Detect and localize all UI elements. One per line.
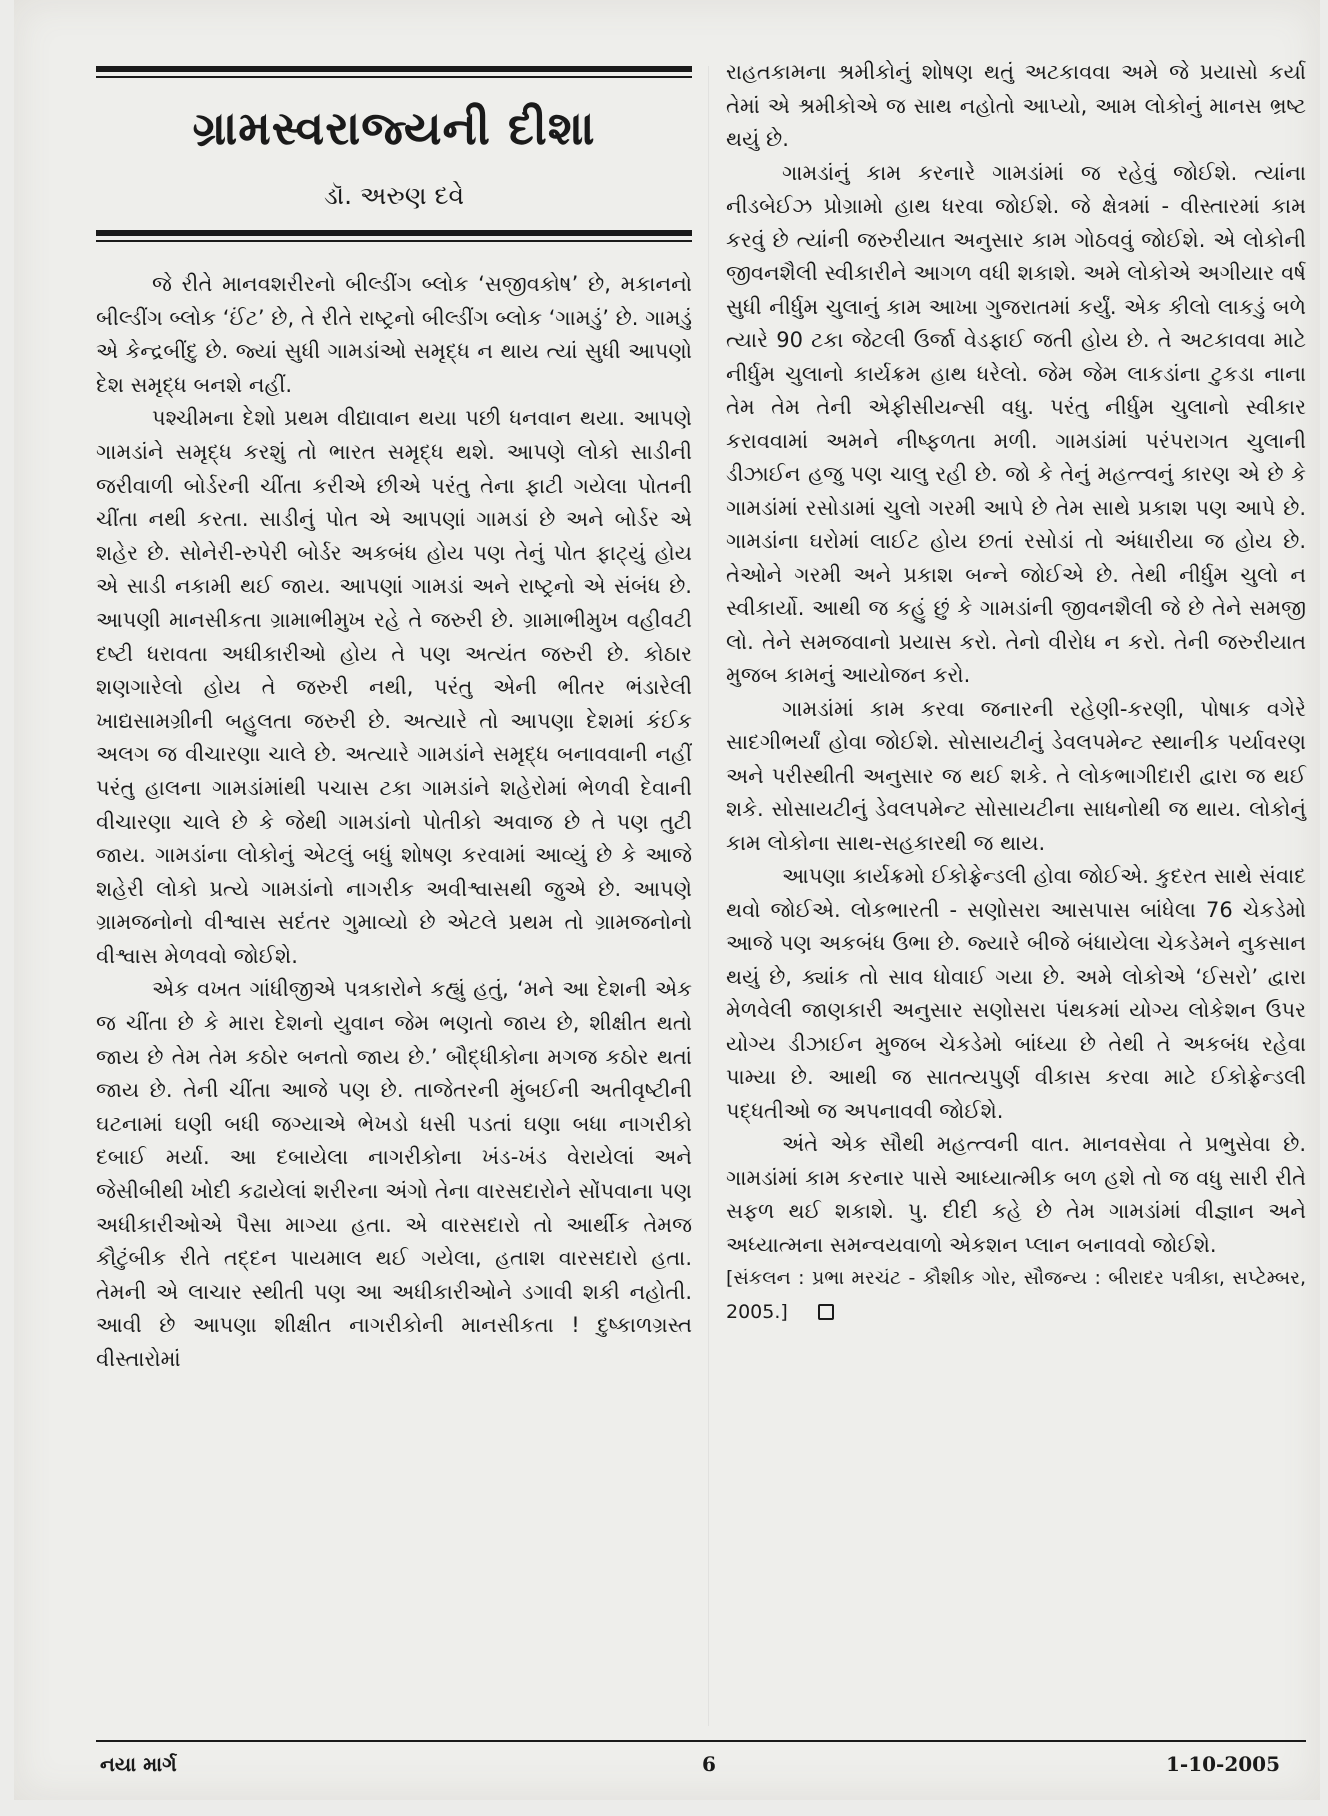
paragraph: એક વખત ગાંધીજીએ પત્રકારોને કહ્યું હતું, ‘મને આ દેશની એક જ ચીંતા છે કે મારા દેશનો યુવાન જેમ ભણતો જાય છે, શીક્ષીત થતો જાય છે તેમ તેમ કઠોર બનતો જાય છે.’ બૌદ્ધીકોના મગજ કઠોર થતાં જાય છે. તેની ચીંતા આજે પણ છે. તાજેતરની મુંબઈની અતીવૃષ્ટીની ઘટનામાં ઘણી બધી જગ્યાએ ભેખડો ધસી પડતાં ઘણા બધા નાગરીકો દબાઈ મર્યા. આ દબાયેલા નાગરીકોના ખંડ-ખંડ વેરાયેલાં અને જેસીબીથી ખોદી કઢાયેલાં શરીરના અંગો તેના વારસદારોને સોંપવાના પણ અધીકારીઓએ પૈસા માગ્યા હતા. એ વારસદારો તો આર્થીક તેમજ કૌટુંબીક રીતે તદ્દન પાયમાલ થઈ ગયેલા, હતાશ વારસદારો હતા. તેમની એ લાચાર સ્થીતી પણ આ અધીકારીઓને ડગાવી શકી નહોતી. આવી છે આપણા શીક્ષીત નાગરીકોની માનસીકતા ! દુષ્કાળગ્રસ્ત વીસ્તારોમાં (96, 977, 692, 1371)
paragraph: રાહતકામના શ્રમીકોનું શોષણ થતું અટકાવવા અમે જે પ્રયાસો કર્યા તેમાં એ શ્રમીકોએ જ સાથ નહોતો આપ્યો, આમ લોકોનું માનસ ભ્રષ્ટ થયું છે. (726, 60, 1306, 151)
article-author: ડૉ. અરુણ દવે (323, 181, 465, 210)
end-of-article-icon (818, 1304, 834, 1320)
header-bottom-thin-rule (96, 240, 692, 242)
footer-rule (96, 1740, 1306, 1742)
left-column (96, 66, 692, 1377)
paragraph: પશ્ચીમના દેશો પ્રથમ વીદ્યાવાન થયા પછી ધનવાન થયા. આપણે ગામડાંને સમૃદ્ધ કરશું તો ભારત સમૃદ્ધ થશે. આપણે લોકો સાડીની જરીવાળી બોર્ડરની ચીંતા કરીએ છીએ પરંતુ તેના ફાટી ગયેલા પોતની ચીંતા નથી કરતા. સાડીનું પોત એ આપણાં ગામડાં છે અને બોર્ડર એ શહેર છે. સોનેરી-રુપેરી બોર્ડર અકબંધ હોય પણ તેનું પોત ફાટ્યું હોય એ સાડી નકામી થઈ જાય. આપણાં ગામડાં અને રાષ્ટ્રનો એ સંબંધ છે. આપણી માનસીકતા ગ્રામાભીમુખ રહે તે જરુરી છે. ગ્રામાભીમુખ વહીવટી દષ્ટી ધરાવતા અધીકારીઓ હોય તે પણ અત્યંત જરુરી છે. કોઠાર શણગારેલો હોય તે જરુરી નથી, પરંતુ એની ભીતર ભંડારેલી ખાદ્યસામગ્રીની બહુલતા જરુરી છે. અત્યારે તો આપણા દેશમાં કંઈક અલગ જ વીચારણા ચાલે છે. અત્યારે ગામડાંને સમૃદ્ધ બનાવવાની નહીં પરંતુ હાલના ગામડાંમાંથી પચાસ ટકા ગામડાંને શહેરોમાં ભેળવી દેવાની વીચારણા ચાલે છે કે જેથી ગામડાંનો પોતીકો અવાજ છે તે પણ તુટી જાય. ગામડાંના લોકોનું એટલું બધું શોષણ કરવામાં આવ્યું છે કે આજે શહેરી લોકો પ્રત્યે ગામડાંનો નાગરીક અવીશ્વાસથી જુએ છે. આપણે ગ્રામજનોનો વીશ્વાસ સદંતર ગુમાવ્યો છે એટલે પ્રથમ તો ગ્રામજનોનો વીશ્વાસ મેળવવો જોઈશે. (96, 406, 692, 968)
page-number: 6 (702, 1752, 716, 1776)
paragraph: અંતે એક સૌથી મહત્ત્વની વાત. માનવસેવા તે પ્રભુસેવા છે. ગામડાંમાં કામ કરનાર પાસે આધ્યાત્મીક બળ હશે તો જ વધુ સારી રીતે સફળ થઈ શકાશે. પુ. દીદી કહે છે તેમ ગામડાંમાં વીજ્ઞાન અને અધ્યાત્મના સમન્વયવાળો એકશન પ્લાન બનાવવો જોઈશે. (726, 1132, 1306, 1257)
header-bottom-rules (96, 230, 692, 242)
header-top-thin-rule (96, 76, 692, 78)
paragraph: ગામડાંનું કામ કરનારે ગામડાંમાં જ રહેવું જોઈશે. ત્યાંના નીડબેઈઝ પ્રોગ્રામો હાથ ધરવા જોઈશે. જે ક્ષેત્રમાં - વીસ્તારમાં કામ કરવું છે ત્યાંની જરુરીયાત અનુસાર કામ ગોઠવવું જોઈશે. એ લોકોની જીવનશૈલી સ્વીકારીને આગળ વધી શકાશે. અમે લોકોએ અગીયાર વર્ષ સુધી નીર્ધુમ ચુલાનું કામ આખા ગુજરાતમાં કર્યું. એક કીલો લાકડું બળે ત્યારે 90 ટકા જેટલી ઉર્જા વેડફાઈ જતી હોય છે. તે અટકાવવા માટે નીર્ધુમ ચુલાનો કાર્યક્રમ હાથ ધરેલો. જેમ જેમ લાકડાંના ટુકડા નાના તેમ તેમ તેની એફીસીયન્સી વધુ. પરંતુ નીર્ધુમ ચુલાનો સ્વીકાર કરાવવામાં અમને નીષ્ફળતા મળી. ગામડાંમાં પરંપરાગત ચુલાની ડીઝાઈન હજુ પણ ચાલુ રહી છે. જો કે તેનું મહત્ત્વનું કારણ એ છે કે ગામડાંમાં રસોડામાં ચુલો ગરમી આપે છે તેમ સાથે પ્રકાશ પણ આપે છે. ગામડાંના ઘરોમાં લાઈટ હોય છતાં રસોડાં તો અંધારીયા જ હોય છે. તેઓને ગરમી અને પ્રકાશ બન્ને જોઈએ છે. તેથી નીર્ધુમ ચુલો ન સ્વીકાર્યો. આથી જ કહું છું કે ગામડાંની જીવનશૈલી જે છે તેને સમજી લો. તેને સમજવાનો પ્રયાસ કરો. તેનો વીરોધ ન કરો. તેની જરુરીયાત મુજબ કામનું આયોજન કરો. (726, 160, 1306, 687)
header-bottom-thick-rule (96, 230, 692, 236)
paragraph: આપણા કાર્યક્રમો ઈકોફ્રેન્ડલી હોવા જોઈએ. કુદરત સાથે સંવાદ થવો જોઈએ. લોકભારતી - સણોસરા આસપાસ બાંધેલા 76 ચેકડેમો આજે પણ અકબંધ ઉભા છે. જ્યારે બીજે બંધાયેલા ચેકડેમને નુકસાન થયું છે, ક્યાંક તો સાવ ધોવાઈ ગયા છે. અમે લોકોએ ‘ઈસરો’ દ્વારા મેળવેલી જાણકારી અનુસાર સણોસરા પંથકમાં યોગ્ય લોકેશન ઉપર યોગ્ય ડીઝાઈન મુજબ ચેકડેમો બાંધ્યા છે તેથી તે અકબંધ રહેવા પામ્યા છે. આથી જ સાતત્યપુર્ણ વીકાસ કરવા માટે ઈકોફ્રેન્ડલી પદ્ધતીઓ જ અપનાવવી જોઈશે. (726, 864, 1306, 1123)
article-title: ગ્રામસ્વરાજ્યની દીશા (192, 101, 596, 155)
paragraph: જે રીતે માનવશરીરનો બીલ્ડીંગ બ્લોક ‘સજીવકોષ’ છે, મકાનનો બીલ્ડીંગ બ્લોક ‘ઈંટ’ છે, તે રીતે રાષ્ટ્રનો બીલ્ડીંગ બ્લોક ‘ગામડું’ છે. ગામડું એ કેન્દ્રબીંદુ છે. જ્યાં સુધી ગામડાંઓ સમૃદ્ધ ન થાય ત્યાં સુધી આપણો દેશ સમૃદ્ધ બનશે નહીં. (96, 272, 692, 397)
article-credit (726, 1262, 1306, 1329)
right-column (726, 56, 1306, 1329)
column-gutter (708, 66, 709, 1726)
paragraph: ગામડાંમાં કામ કરવા જનારની રહેણી-કરણી, પોષાક વગેરે સાદગીભર્યાં હોવા જોઈશે. સોસાયટીનું ડેવલપમેન્ટ સ્થાનીક પર્યાવરણ અને પરીસ્થીતી અનુસાર જ થઈ શકે. તે લોકભાગીદારી દ્વારા જ થઈ શકે. સોસાયટીનું ડેવલપમેન્ટ સોસાયટીના સાધનોથી જ થાય. લોકોનું કામ લોકોના સાથ-સહકારથી જ થાય. (726, 696, 1306, 855)
issue-date: 1-10-2005 (1165, 1752, 1280, 1776)
newspaper-page (14, 0, 1320, 1800)
credit-text: [સંકલન : પ્રભા મરચંટ - કૌશીક ગોર, સૌજન્ય : બીરાદર પત્રીકા, સપ્ટેમ્બર, 2005.] (726, 1267, 1306, 1323)
publication-name: નયા માર્ગ (100, 1752, 177, 1776)
header-top-rule (96, 66, 692, 72)
